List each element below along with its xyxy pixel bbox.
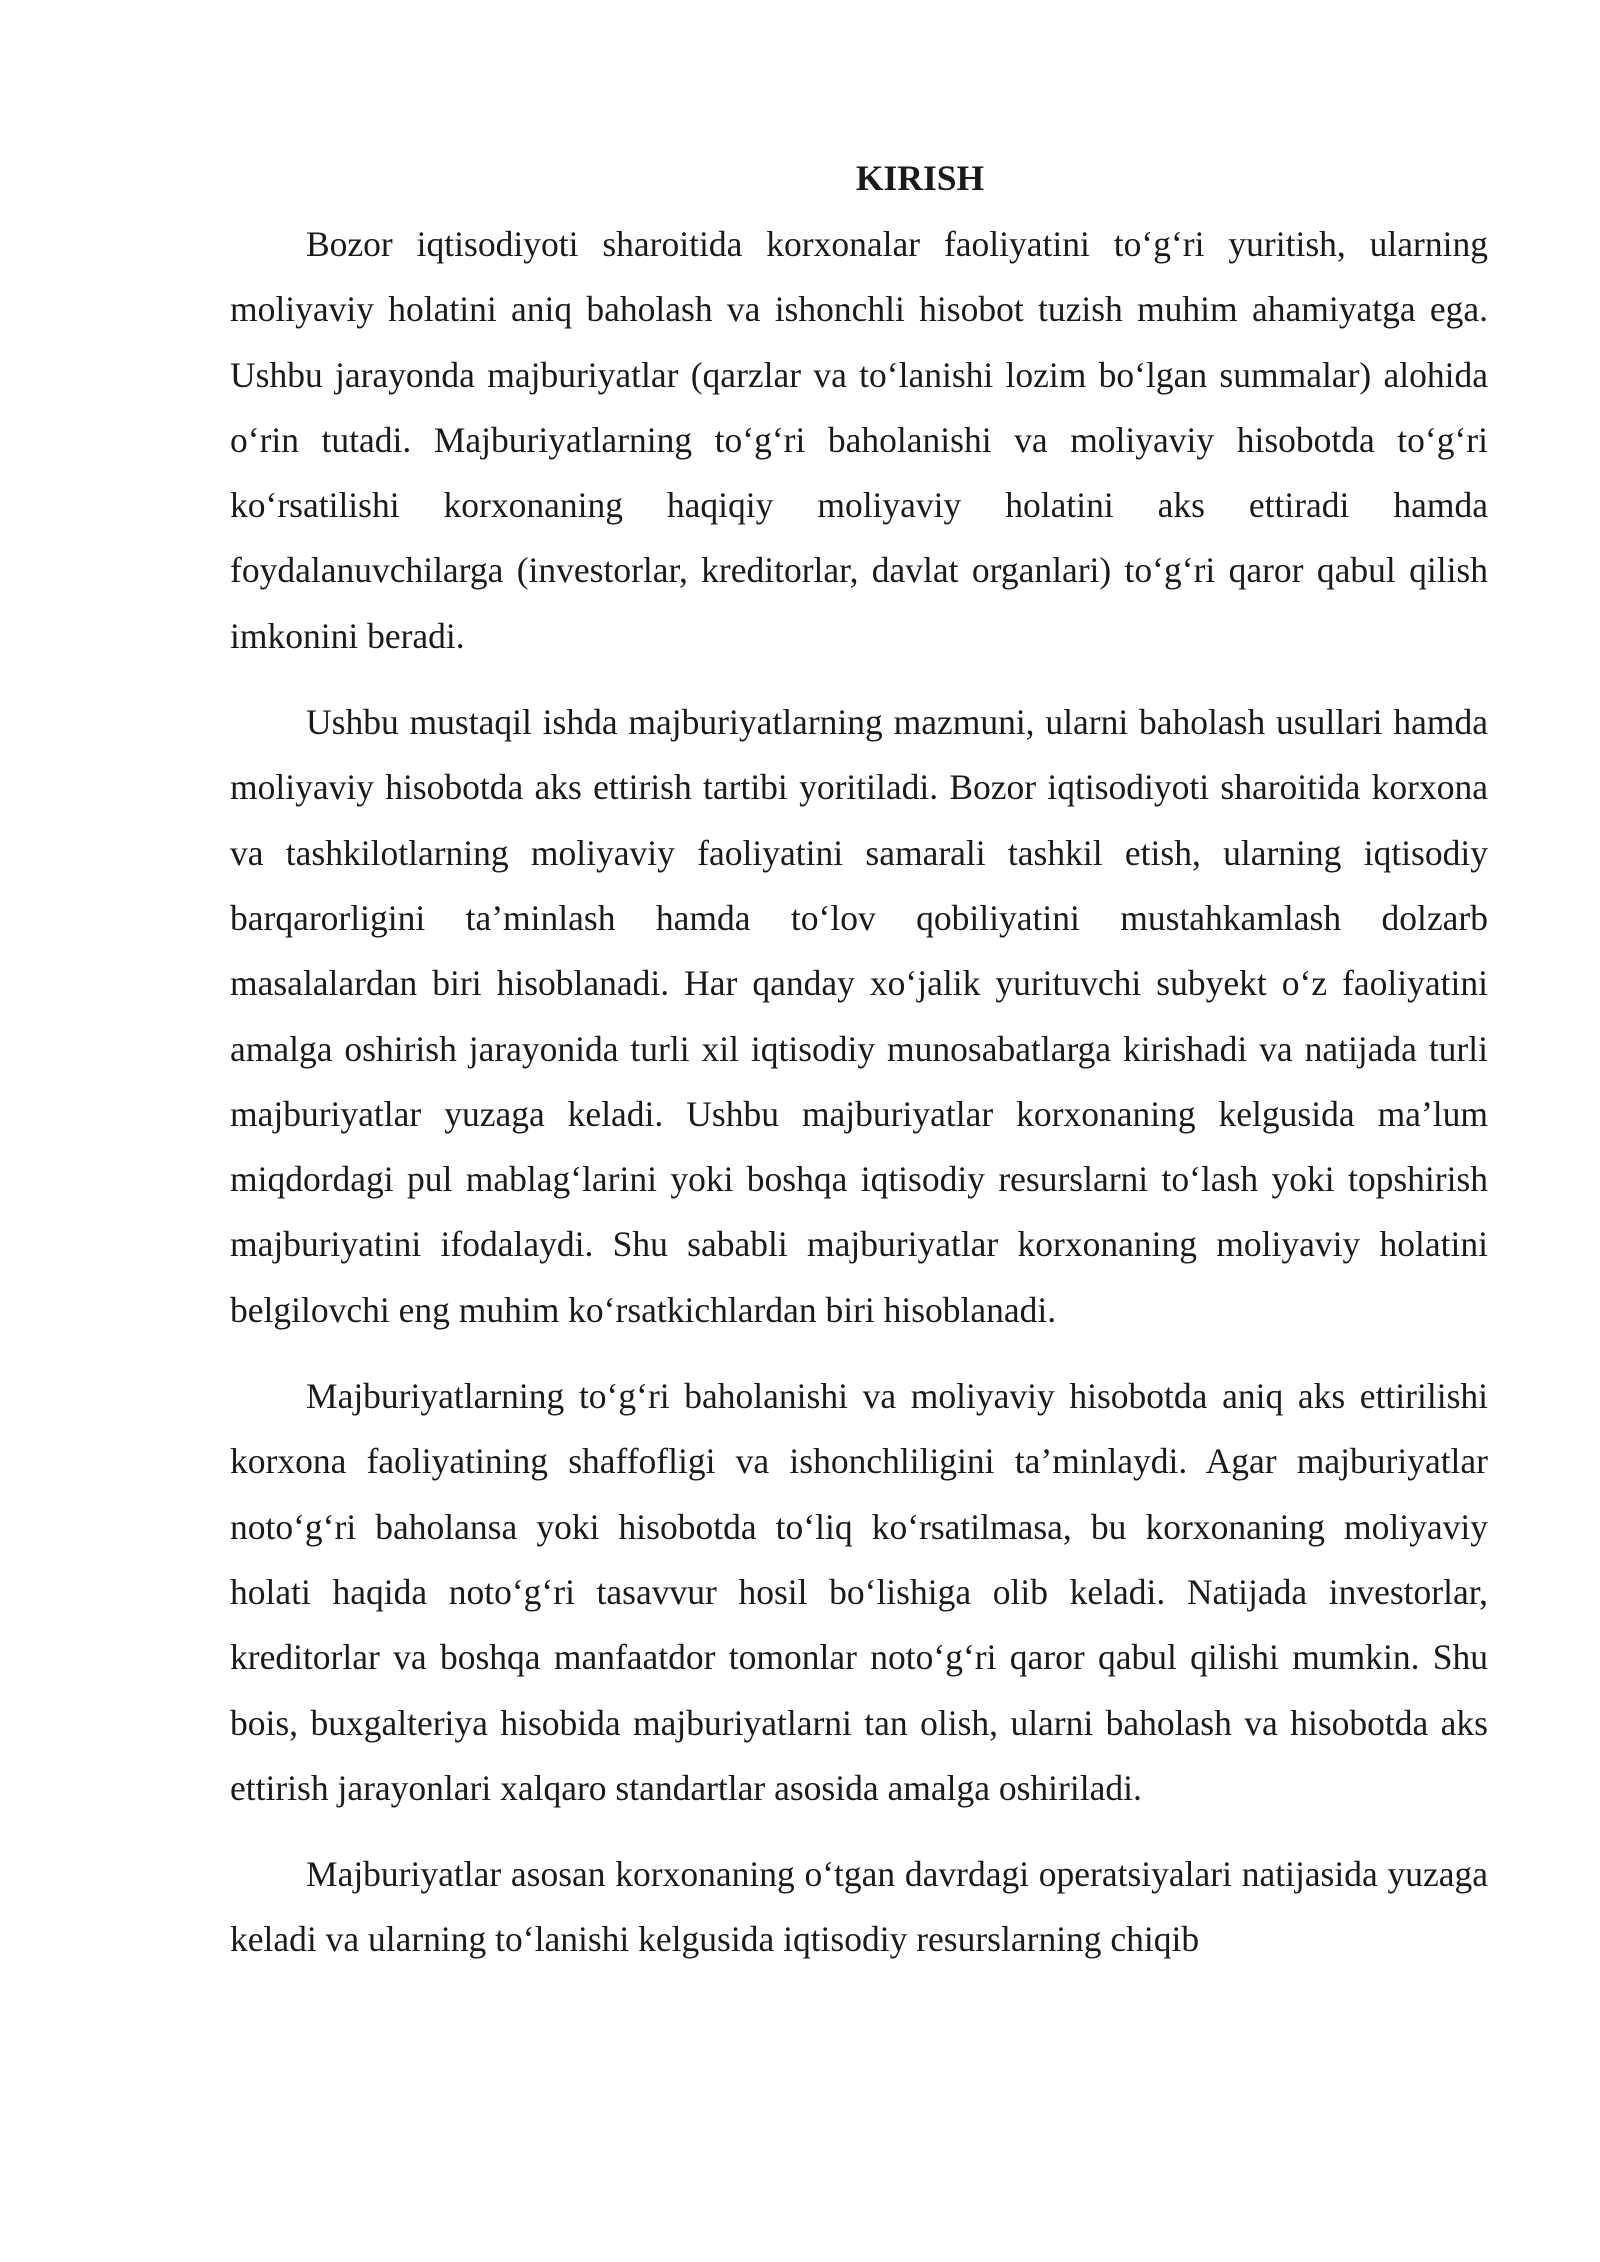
document-body <box>230 148 1488 1973</box>
document-heading: KIRISH <box>855 158 985 198</box>
paragraph: Ushbu mustaqil ishda majburiyatlarning mazmuni, ularni baholash usullari hamda moliyaviy hisobotda aks ettirish tartibi yoritiladi. Bozor iqtisodiyoti sharoitida korxona va tashkilotlarning moliyaviy faoliyatini samarali tashkil etish, ularning iqtisodiy barqarorligini ta’minlash hamda to‘lov qobiliyatini mustahkamlash dolzarb masalalardan biri hisoblanadi. Har qanday xo‘jalik yurituvchi subyekt o‘z faoliyatini amalga oshirish jarayonida turli xil iqtisodiy munosabatlarga kirishadi va natijada turli majburiyatlar yuzaga keladi. Ushbu majburiyatlar korxonaning kelgusida ma’lum miqdordagi pul mablag‘larini yoki boshqa iqtisodiy resurslarni to‘lash yoki topshirish majburiyatini ifodalaydi. Shu sababli majburiyatlar korxonaning moliyaviy holatini belgilovchi eng muhim ko‘rsatkichlardan biri hisoblanadi. <box>230 702 1488 1330</box>
paragraph: Bozor iqtisodiyoti sharoitida korxonalar faoliyatini to‘g‘ri yuritish, ularning moliyaviy holatini aniq baholash va ishonchli hisobot tuzish muhim ahamiyatga ega. Ushbu jarayonda majburiyatlar (qarzlar va to‘lanishi lozim bo‘lgan summalar) alohida o‘rin tutadi. Majburiyatlarning to‘g‘ri baholanishi va moliyaviy hisobotda to‘g‘ri ko‘rsatilishi korxonaning haqiqiy moliyaviy holatini aks ettiradi hamda foydalanuvchilarga (investorlar, kreditorlar, davlat organlari) to‘g‘ri qaror qabul qilish imkonini beradi. <box>230 224 1488 656</box>
paragraph: Majburiyatlarning to‘g‘ri baholanishi va moliyaviy hisobotda aniq aks ettirilishi korxona faoliyatining shaffofligi va ishonchliligini ta’minlaydi. Agar majburiyatlar noto‘g‘ri baholansa yoki hisobotda to‘liq ko‘rsatilmasa, bu korxonaning moliyaviy holati haqida noto‘g‘ri tasavvur hosil bo‘lishiga olib keladi. Natijada investorlar, kreditorlar va boshqa manfaatdor tomonlar noto‘g‘ri qaror qabul qilishi mumkin. Shu bois, buxgalteriya hisobida majburiyatlarni tan olish, ularni baholash va hisobotda aks ettirish jarayonlari xalqaro standartlar asosida amalga oshiriladi. <box>230 1376 1488 1808</box>
paragraph: Majburiyatlar asosan korxonaning o‘tgan davrdagi operatsiyalari natijasida yuzaga keladi va ularning to‘lanishi kelgusida iqtisodiy resurslarning chiqib <box>230 1854 1488 1960</box>
